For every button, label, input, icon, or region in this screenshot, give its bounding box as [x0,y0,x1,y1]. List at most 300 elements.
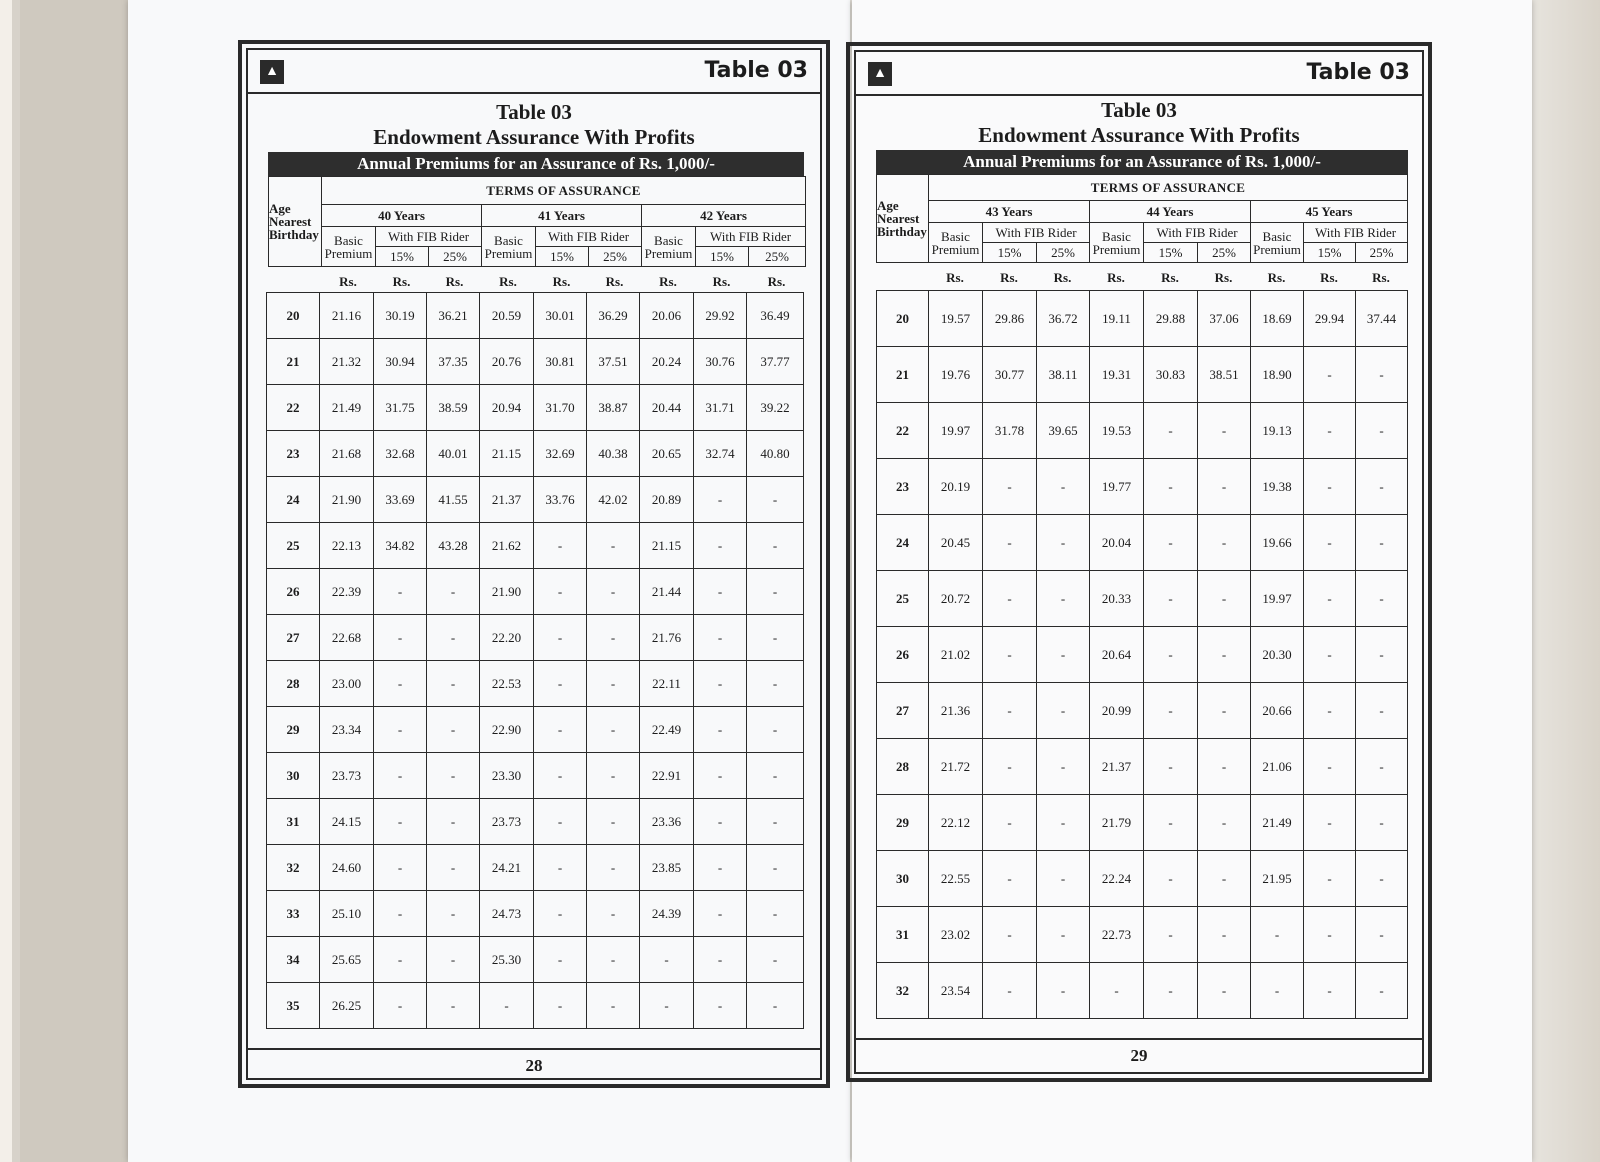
age-cell: 21 [267,339,320,385]
premium-cell: 22.53 [480,661,534,707]
premium-cell: 37.06 [1198,291,1251,347]
premium-cell: 37.77 [747,339,804,385]
premium-cell: - [747,707,804,753]
premium-cell: - [1356,851,1408,907]
premium-cell: - [747,753,804,799]
premium-cell: 21.06 [1251,739,1304,795]
premium-cell: 19.76 [929,347,983,403]
basic-premium-header: Basic Premium [1251,223,1304,263]
premium-cell: 25.10 [320,891,374,937]
premium-cell: - [1304,515,1356,571]
premium-cell: - [374,569,427,615]
premium-cell: 34.82 [374,523,427,569]
table-row [267,293,804,339]
premium-cell: - [983,739,1037,795]
premium-cell: 23.36 [640,799,694,845]
currency-label: Rs. [605,274,624,289]
premium-cell: - [1251,907,1304,963]
premium-cell: 36.21 [427,293,480,339]
premium-cell: - [1304,403,1356,459]
premium-cell: - [694,477,747,523]
premium-cell: 22.13 [320,523,374,569]
premium-cell: 32.68 [374,431,427,477]
table-row [877,627,1408,683]
premium-cell: 29.94 [1304,291,1356,347]
table-row [877,851,1408,907]
premium-cell: 21.37 [480,477,534,523]
pct-header: 15% [1144,243,1198,263]
page-header [248,50,820,94]
premium-cell: 39.22 [747,385,804,431]
premium-cell: - [983,963,1037,1019]
premium-cell: 18.69 [1251,291,1304,347]
currency-label: Rs. [946,270,964,285]
premium-cell: 38.87 [587,385,640,431]
table-row [267,799,804,845]
premium-cell: - [587,845,640,891]
premium-cell: 24.21 [480,845,534,891]
premium-cell: 22.49 [640,707,694,753]
age-cell: 34 [267,937,320,983]
age-cell: 25 [877,571,929,627]
premium-cell: - [694,891,747,937]
premium-cell: 21.02 [929,627,983,683]
premium-cell: 38.59 [427,385,480,431]
page-title [856,98,1422,148]
table-row [267,753,804,799]
premium-cell: 21.79 [1090,795,1144,851]
footer-rule [856,1038,1422,1040]
premium-cell: - [587,523,640,569]
premium-cell: - [1304,739,1356,795]
age-cell: 23 [267,431,320,477]
age-cell: 20 [877,291,929,347]
premium-cell: 40.01 [427,431,480,477]
premium-cell: - [427,615,480,661]
term-header: 42 Years [642,205,806,227]
term-header: 40 Years [322,205,482,227]
company-logo-icon: ▲ [260,60,284,84]
premium-cell: - [983,907,1037,963]
premium-cell: - [983,571,1037,627]
premium-cell: - [1037,907,1090,963]
age-header: Age Nearest Birthday [877,175,929,263]
premium-cell: - [587,615,640,661]
premium-cell: 18.90 [1251,347,1304,403]
table-row [877,459,1408,515]
premium-cell: 21.15 [640,523,694,569]
premium-cell: 20.04 [1090,515,1144,571]
premium-cell: 29.88 [1144,291,1198,347]
table-row [267,891,804,937]
premium-cell: 41.55 [427,477,480,523]
premium-cell: 20.64 [1090,627,1144,683]
premium-cell: 30.81 [534,339,587,385]
background-left [0,0,140,1162]
premium-cell: - [427,937,480,983]
premium-cell: - [1198,795,1251,851]
age-cell: 29 [267,707,320,753]
currency-label: Rs. [445,274,464,289]
pct-header: 25% [589,247,642,267]
term-header: 43 Years [929,201,1090,223]
currency-label: Rs. [1053,270,1072,285]
premium-cell: 30.77 [983,347,1037,403]
premium-cell: - [747,845,804,891]
premium-cell: - [1356,907,1408,963]
currency-label: Rs. [1267,270,1286,285]
age-cell: 22 [267,385,320,431]
age-cell: 24 [877,515,929,571]
premium-cell: - [1356,627,1408,683]
premium-cell: - [1198,627,1251,683]
premium-cell: - [694,707,747,753]
premium-cell: 38.51 [1198,347,1251,403]
premium-cell: - [534,523,587,569]
premium-cell: 40.80 [747,431,804,477]
premium-cell: - [1198,515,1251,571]
premium-cell: - [1356,515,1408,571]
premium-cell: 21.49 [1251,795,1304,851]
page-header [856,52,1422,96]
table-row [877,739,1408,795]
pct-header: 25% [1198,243,1251,263]
table-title: Table 03 [1101,98,1177,122]
premium-cell: - [983,459,1037,515]
premium-cell: 32.74 [694,431,747,477]
premium-cell: 19.53 [1090,403,1144,459]
premium-cell: - [694,753,747,799]
premium-cell: 22.73 [1090,907,1144,963]
premium-table [266,292,804,1029]
age-cell: 31 [267,799,320,845]
page-inner-border [854,50,1424,1074]
currency-label: Rs. [392,274,411,289]
premium-cell: - [1037,963,1090,1019]
term-header: 44 Years [1090,201,1251,223]
premium-cell: - [1144,683,1198,739]
age-cell: 30 [877,851,929,907]
premium-cell: 19.97 [929,403,983,459]
table-row [267,339,804,385]
premium-cell: - [640,937,694,983]
premium-cell: - [427,983,480,1029]
premium-cell: 19.38 [1251,459,1304,515]
premium-cell: 21.62 [480,523,534,569]
premium-cell: 20.06 [640,293,694,339]
premium-cell: - [694,937,747,983]
table-row [877,403,1408,459]
premium-cell: - [1356,403,1408,459]
premium-cell: - [1198,963,1251,1019]
premium-cell: - [1090,963,1144,1019]
premium-banner: Annual Premiums for an Assurance of Rs. 1,000/- [876,150,1408,174]
basic-premium-header: Basic Premium [1090,223,1144,263]
premium-cell: - [1304,795,1356,851]
premium-cell: 21.32 [320,339,374,385]
premium-cell: 30.19 [374,293,427,339]
pct-header: 15% [536,247,589,267]
table-row [877,683,1408,739]
premium-cell: 31.71 [694,385,747,431]
currency-label: Rs. [1000,270,1018,285]
table-row [267,431,804,477]
premium-cell: 20.72 [929,571,983,627]
currency-label: Rs. [767,274,786,289]
premium-cell: - [1304,627,1356,683]
premium-cell: - [534,983,587,1029]
premium-cell: 31.75 [374,385,427,431]
premium-cell: 21.49 [320,385,374,431]
pct-header: 15% [376,247,429,267]
premium-cell: - [747,983,804,1029]
premium-cell: - [1037,459,1090,515]
premium-cell: 40.38 [587,431,640,477]
age-cell: 32 [267,845,320,891]
company-logo-icon: ▲ [868,62,892,86]
premium-cell: - [374,845,427,891]
premium-cell: - [694,615,747,661]
premium-cell: - [374,661,427,707]
corner-table-label: Table 03 [704,58,808,83]
premium-cell: - [534,753,587,799]
premium-cell: 20.99 [1090,683,1144,739]
premium-cell: 31.78 [983,403,1037,459]
premium-cell: 38.11 [1037,347,1090,403]
currency-label: Rs. [1320,270,1338,285]
premium-cell: - [747,891,804,937]
premium-cell: 21.36 [929,683,983,739]
premium-cell: - [1356,683,1408,739]
premium-cell: 29.86 [983,291,1037,347]
currency-row [928,270,1407,286]
premium-cell: 19.11 [1090,291,1144,347]
premium-cell: - [1198,907,1251,963]
premium-cell: - [747,937,804,983]
premium-cell: 19.13 [1251,403,1304,459]
table-subtitle: Endowment Assurance With Profits [373,125,695,149]
premium-cell: 23.54 [929,963,983,1019]
table-subtitle: Endowment Assurance With Profits [978,123,1300,147]
premium-cell: - [534,707,587,753]
premium-cell: 30.94 [374,339,427,385]
premium-cell: - [427,799,480,845]
table-title: Table 03 [496,100,572,124]
age-cell: 28 [267,661,320,707]
premium-cell: 24.39 [640,891,694,937]
premium-cell: - [983,851,1037,907]
premium-cell: - [747,799,804,845]
premium-cell: 21.90 [320,477,374,523]
premium-cell: 32.69 [534,431,587,477]
premium-cell: 37.44 [1356,291,1408,347]
premium-cell: - [640,983,694,1029]
table-row [267,569,804,615]
premium-cell: - [1037,683,1090,739]
premium-cell: - [1144,851,1198,907]
premium-cell: 19.31 [1090,347,1144,403]
page-border [238,40,830,1088]
table-row [877,347,1408,403]
premium-cell: 24.60 [320,845,374,891]
premium-cell: 20.19 [929,459,983,515]
premium-cell: 29.92 [694,293,747,339]
premium-cell: - [1198,683,1251,739]
premium-cell: 24.15 [320,799,374,845]
premium-cell: - [427,569,480,615]
age-cell: 26 [877,627,929,683]
premium-cell: 33.69 [374,477,427,523]
premium-cell: - [1037,739,1090,795]
age-cell: 26 [267,569,320,615]
premium-cell: 21.15 [480,431,534,477]
age-cell: 21 [877,347,929,403]
rider-header: With FIB Rider [696,227,806,247]
premium-cell: 23.34 [320,707,374,753]
currency-label: Rs. [659,274,677,289]
age-cell: 25 [267,523,320,569]
table-row [877,907,1408,963]
premium-cell: - [694,569,747,615]
age-cell: 29 [877,795,929,851]
currency-label: Rs. [712,274,731,289]
premium-cell: - [1304,459,1356,515]
premium-cell: 21.44 [640,569,694,615]
premium-cell: - [587,661,640,707]
book-page-right [852,0,1532,1162]
table-row [267,523,804,569]
premium-cell: 20.59 [480,293,534,339]
table-row [267,477,804,523]
premium-cell: - [1251,963,1304,1019]
premium-cell: - [983,795,1037,851]
table-row [877,515,1408,571]
premium-cell: 19.57 [929,291,983,347]
rider-header: With FIB Rider [376,227,482,247]
premium-cell: 20.33 [1090,571,1144,627]
premium-cell: 19.97 [1251,571,1304,627]
premium-cell: 22.39 [320,569,374,615]
premium-cell: 33.76 [534,477,587,523]
currency-label: Rs. [1161,270,1179,285]
premium-cell: 22.24 [1090,851,1144,907]
premium-cell: - [587,569,640,615]
table-row [267,983,804,1029]
currency-label: Rs. [499,274,517,289]
premium-cell: 37.35 [427,339,480,385]
rider-header: With FIB Rider [1144,223,1251,243]
premium-cell: 21.76 [640,615,694,661]
page-title [248,100,820,150]
premium-cell: 22.12 [929,795,983,851]
currency-label: Rs. [1214,270,1233,285]
premium-cell: - [1037,851,1090,907]
premium-cell: 36.72 [1037,291,1090,347]
table-row [267,937,804,983]
premium-cell: - [747,661,804,707]
premium-cell: 20.76 [480,339,534,385]
premium-cell: - [1356,347,1408,403]
premium-cell: - [587,891,640,937]
rider-header: With FIB Rider [1304,223,1408,243]
premium-cell: 20.94 [480,385,534,431]
premium-cell: - [427,891,480,937]
background-right [1530,0,1600,1162]
premium-cell: 21.16 [320,293,374,339]
age-cell: 27 [877,683,929,739]
premium-cell: - [1198,739,1251,795]
rider-header: With FIB Rider [536,227,642,247]
premium-cell: - [1304,907,1356,963]
age-header: Age Nearest Birthday [269,177,322,267]
age-cell: 35 [267,983,320,1029]
book-page-left [128,0,850,1162]
premium-cell: - [534,937,587,983]
premium-cell: 20.65 [640,431,694,477]
premium-cell: - [1304,963,1356,1019]
currency-label: Rs. [339,274,357,289]
premium-cell: - [747,523,804,569]
premium-cell: - [427,753,480,799]
premium-cell: - [427,845,480,891]
premium-cell: - [374,937,427,983]
premium-cell: - [1144,515,1198,571]
basic-premium-header: Basic Premium [322,227,376,267]
basic-premium-header: Basic Premium [482,227,536,267]
premium-cell: - [747,569,804,615]
premium-cell: - [983,627,1037,683]
premium-cell: 19.66 [1251,515,1304,571]
premium-cell: - [1144,571,1198,627]
premium-cell: - [587,707,640,753]
premium-cell: 20.30 [1251,627,1304,683]
age-cell: 20 [267,293,320,339]
premium-cell: 20.24 [640,339,694,385]
premium-cell: - [747,615,804,661]
page-inner-border [246,48,822,1080]
terms-label: TERMS OF ASSURANCE [322,177,806,205]
premium-cell: - [1144,907,1198,963]
table-row [267,661,804,707]
page-number: 29 [1130,1046,1148,1065]
premium-cell: - [1144,459,1198,515]
premium-cell: - [1198,851,1251,907]
premium-cell: - [1144,403,1198,459]
term-header: 41 Years [482,205,642,227]
premium-cell: - [694,523,747,569]
premium-cell: 43.28 [427,523,480,569]
premium-cell: - [1356,795,1408,851]
premium-cell: - [747,477,804,523]
premium-cell: - [1304,851,1356,907]
table-row [267,385,804,431]
premium-cell: - [534,799,587,845]
premium-cell: - [427,661,480,707]
table-row [877,795,1408,851]
pct-header: 25% [429,247,482,267]
premium-cell: - [1144,739,1198,795]
premium-cell: 36.29 [587,293,640,339]
premium-cell: - [694,845,747,891]
table-row [877,963,1408,1019]
terms-label: TERMS OF ASSURANCE [929,175,1408,201]
premium-table [876,290,1408,1019]
premium-cell: 23.30 [480,753,534,799]
currency-label: Rs. [1372,270,1390,285]
premium-cell: - [480,983,534,1029]
pct-header: 25% [1356,243,1408,263]
premium-cell: - [1304,347,1356,403]
